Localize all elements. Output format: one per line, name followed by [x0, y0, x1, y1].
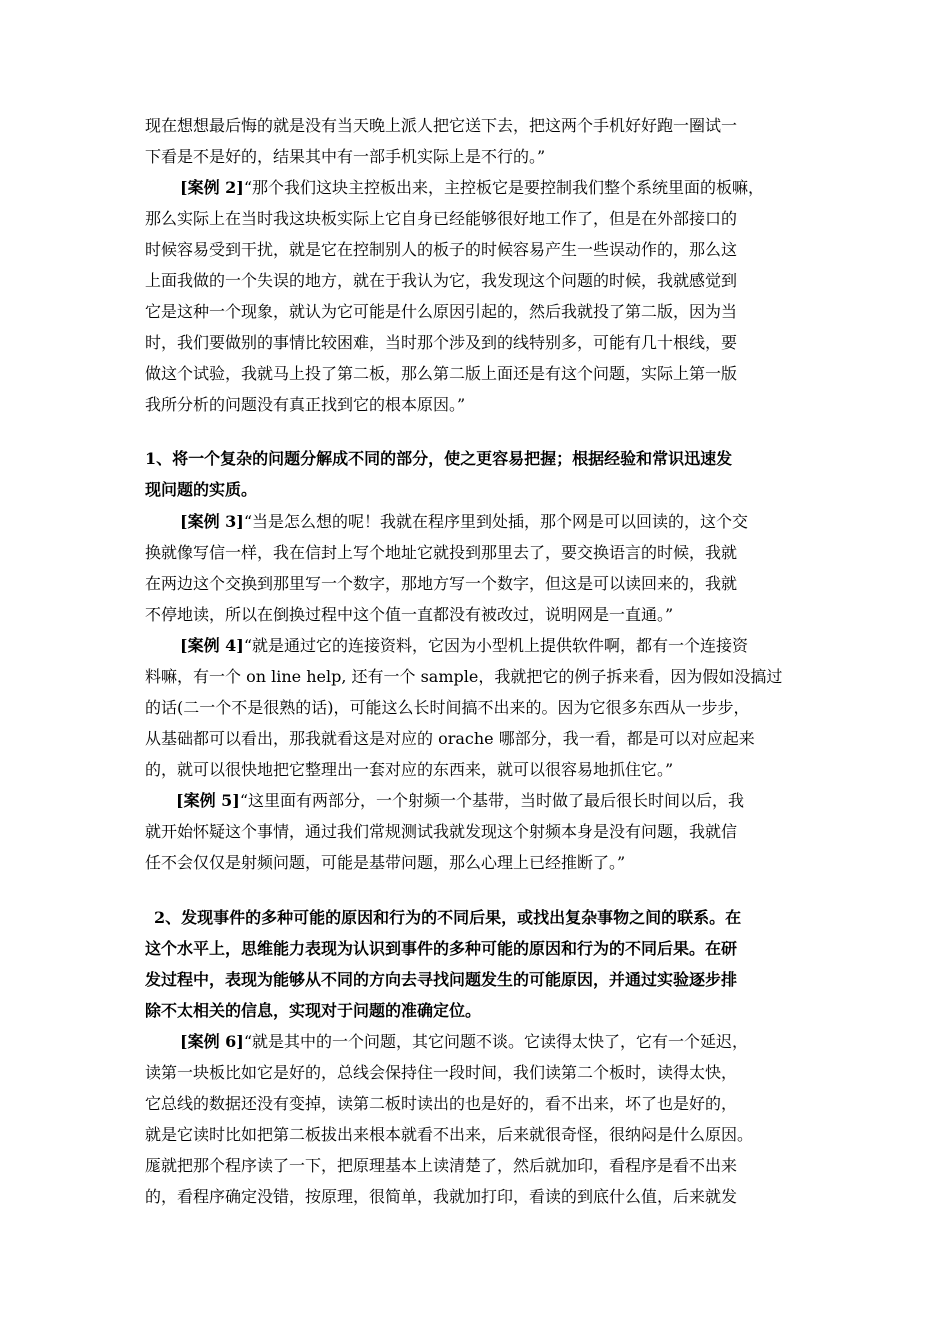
case-4-line: 的，就可以很快地把它整理出一套对应的东西来，就可以很容易地抓住它。”: [145, 760, 674, 779]
section-heading-2: 发过程中，表现为能够从不同的方向去寻找问题发生的可能原因，并通过实验逐步排: [145, 970, 738, 989]
case-5-text: “这里面有两部分，一个射频一个基带，当时做了最后很长时间以后，我: [239, 791, 745, 810]
case-6-text: “就是其中的一个问题，其它问题不谈。它读得太快了，它有一个延迟，: [243, 1032, 749, 1051]
case-6-line: 就是它读时比如把第二板拔出来根本就看不出来，后来就很奇怪，很纳闷是什么原因。: [145, 1125, 754, 1144]
case-2-line: 它是这种一个现象，就认为它可能是什么原因引起的，然后我就投了第二版，因为当: [145, 302, 738, 321]
section-heading-1: 现问题的实质。: [145, 480, 258, 499]
case-6-line: 的，看程序确定没错，按原理，很简单，我就加打印，看读的到底什么值，后来就发: [145, 1187, 738, 1206]
case-2-line: 我所分析的问题没有真正找到它的根本原因。”: [145, 395, 466, 414]
case-4-line: 从基础都可以看出，那我就看这是对应的 orache 哪部分，我一看，都是可以对应起来: [145, 729, 755, 748]
case-4-line: 的话(二一个不是很熟的话)，可能这么长时间搞不出来的。因为它很多东西从一步步，: [145, 698, 750, 717]
case-4-first-line: [180, 630, 805, 661]
case-5-line: 任不会仅仅是射频问题，可能是基带问题，那么心理上已经推断了。”: [145, 853, 626, 872]
case-5-first-line: [176, 785, 805, 816]
case-6-line: 读第一块板比如它是好的，总线会保持住一段时间，我们读第二个板时，读得太快，: [145, 1063, 738, 1082]
case-3-label: [案例 3]: [180, 512, 244, 531]
case-2-label: [案例 2]: [180, 178, 244, 197]
paragraph-line: 下看是不是好的，结果其中有一部手机实际上是不行的。”: [145, 147, 546, 166]
case-6-line: 厖就把那个程序读了一下，把原理基本上读清楚了，然后就加印，看程序是看不出来: [145, 1156, 738, 1175]
case-3-text: “当是怎么想的呢！我就在程序里到处插，那个网是可以回读的，这个交: [243, 512, 749, 531]
case-3-line: 不停地读，所以在倒换过程中这个值一直都没有被改过，说明网是一直通。”: [145, 605, 674, 624]
case-2-text: “那个我们这块主控板出来，主控板它是要控制我们整个系统里面的板嘛，: [243, 178, 765, 197]
case-3-first-line: [180, 506, 805, 537]
case-5-label: [案例 5]: [176, 791, 240, 810]
case-4-text: “就是通过它的连接资料，它因为小型机上提供软件啊，都有一个连接资: [243, 636, 749, 655]
case-3-line: 在两边这个交换到那里写一个数字，那地方写一个数字，但这是可以读回来的，我就: [145, 574, 738, 593]
section-heading-2: 除不太相关的信息，实现对于问题的准确定位。: [145, 1001, 482, 1020]
case-4-line: 料嘛，有一个 on line help, 还有一个 sample，我就把它的例子拆来看，因为假如没搞过: [145, 667, 783, 686]
case-2-line: 上面我做的一个失误的地方，就在于我认为它，我发现这个问题的时候，我就感觉到: [145, 271, 738, 290]
case-4-label: [案例 4]: [180, 636, 244, 655]
case-2-line: 做这个试验，我就马上投了第二板，那么第二版上面还是有这个问题，实际上第一版: [145, 364, 738, 383]
case-2-line: 时候容易受到干扰，就是它在控制别人的板子的时候容易产生一些误动作的，那么这: [145, 240, 738, 259]
case-2-first-line: [180, 172, 805, 203]
paragraph-line: 现在想想最后悔的就是没有当天晚上派人把它送下去，把这两个手机好好跑一圈试一: [145, 116, 738, 135]
case-6-first-line: [180, 1026, 805, 1057]
case-5-line: 就开始怀疑这个事情，通过我们常规测试我就发现这个射频本身是没有问题，我就信: [145, 822, 738, 841]
section-heading-2: 2、发现事件的多种可能的原因和行为的不同后果，或找出复杂事物之间的联系。在: [154, 908, 742, 927]
case-2-line: 那么实际上在当时我这块板实际上它自身已经能够很好地工作了，但是在外部接口的: [145, 209, 738, 228]
section-heading-1: 1、将一个复杂的问题分解成不同的部分，使之更容易把握；根据经验和常识迅速发: [145, 449, 733, 468]
case-6-line: 它总线的数据还没有变掉，读第二板时读出的也是好的，看不出来，坏了也是好的，: [145, 1094, 738, 1113]
section-heading-2: 这个水平上，思维能力表现为认识到事件的多种可能的原因和行为的不同后果。在研: [145, 939, 738, 958]
case-6-label: [案例 6]: [180, 1032, 244, 1051]
case-3-line: 换就像写信一样，我在信封上写个地址它就投到那里去了，要交换语言的时候，我就: [145, 543, 738, 562]
case-2-line: 时，我们要做别的事情比较困难，当时那个涉及到的线特别多，可能有几十根线，要: [145, 333, 738, 352]
